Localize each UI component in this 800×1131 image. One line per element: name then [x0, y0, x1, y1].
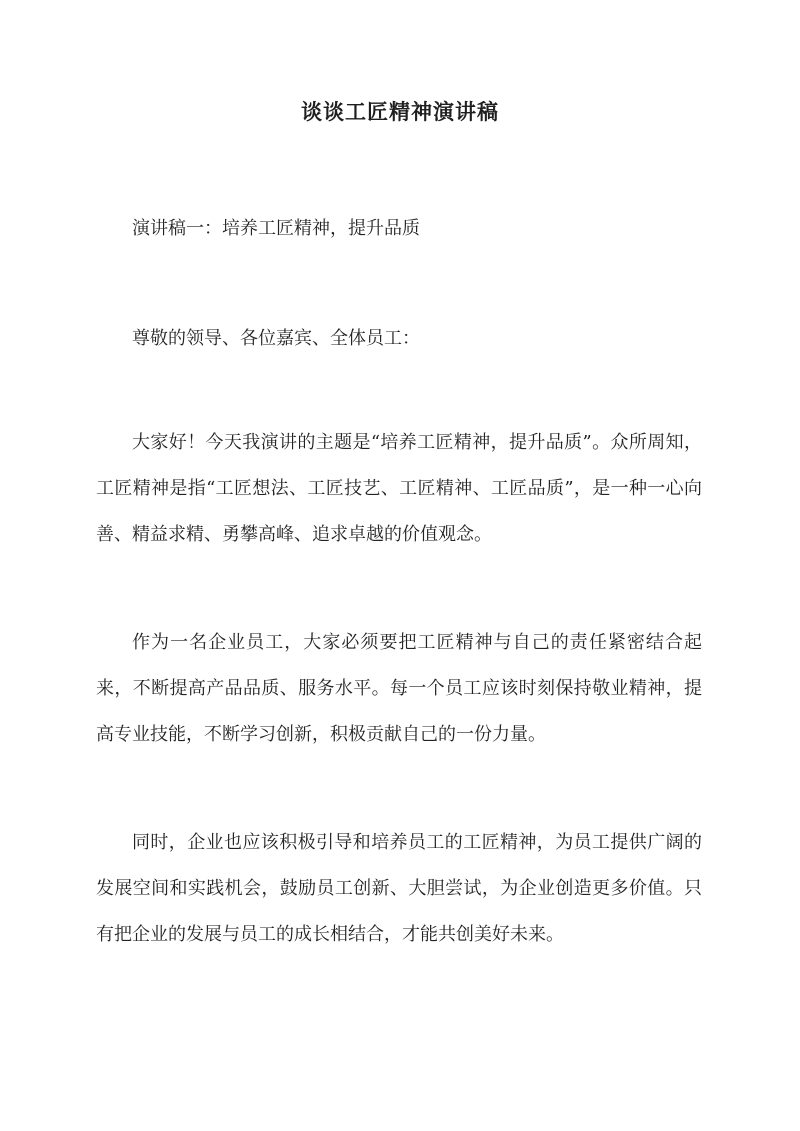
body-paragraph-employees: 作为一名企业员工，大家必须要把工匠精神与自己的责任紧密结合起来，不断提高产品品质、服务水平。每一个员工应该时刻保持敬业精神，提高专业技能，不断学习创新，积极贡献自己的一份力量。: [96, 632, 702, 745]
body-paragraph-enterprise: 同时，企业也应该积极引导和培养员工的工匠精神，为员工提供广阔的发展空间和实践机会，鼓励员工创新、大胆尝试，为企业创造更多价值。只有把企业的发展与员工的成长相结合，才能共创美好未来。: [96, 832, 702, 945]
document-title: 谈谈工匠精神演讲稿: [301, 99, 499, 124]
salutation: 尊敬的领导、各位嘉宾、全体员工：: [132, 328, 420, 349]
speech-subtitle: 演讲稿一：培养工匠精神，提升品质: [132, 218, 420, 239]
body-paragraph-intro: 大家好！今天我演讲的主题是“培养工匠精神，提升品质”。众所周知，工匠精神是指“工匠想法、工匠技艺、工匠精神、工匠品质”，是一种一心向善、精益求精、勇攀高峰、追求卓越的价值观念。: [96, 432, 702, 545]
